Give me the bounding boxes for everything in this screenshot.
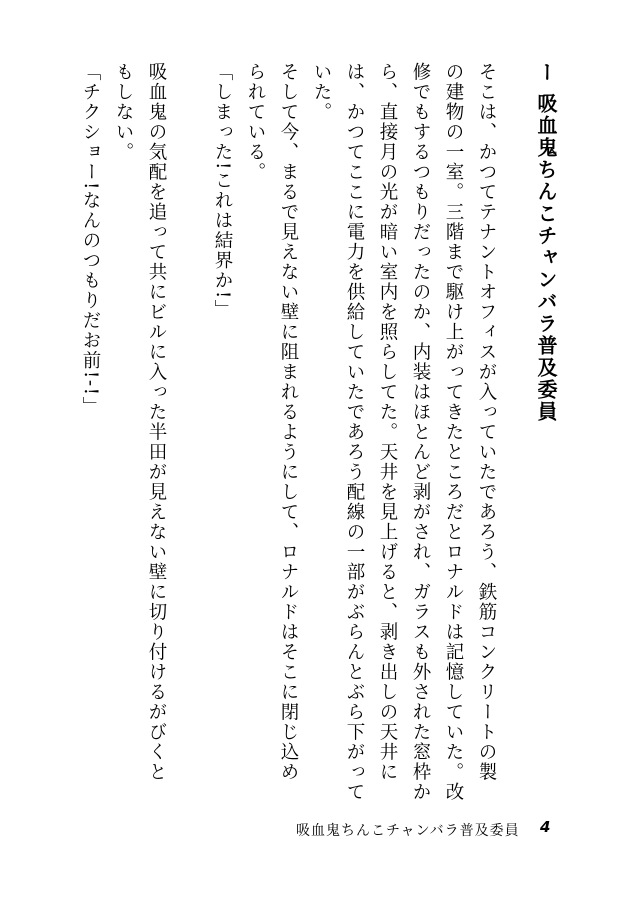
text-column-6: いた。 — [311, 62, 332, 122]
page-number: 4 — [540, 818, 551, 836]
text-column-11: もしない。 — [113, 62, 134, 162]
text-column-3: 修でもするつもりだったのか、内装はほとんど剥がされ、ガラスも外された窓枠か — [410, 62, 431, 802]
text-column-5: は、かつてここに電力を供給していたであろう配線の一部がぶらんとぶら下がって — [344, 62, 365, 802]
chapter-heading: ー 吸血鬼ちんこチャンバラ普及委員 — [534, 62, 558, 423]
text-column-4: ら、直接月の光が暗い室内を照らしてた。天井を見上げると、剥き出しの天井に — [377, 62, 398, 782]
text-column-10: 吸血鬼の気配を追って共にビルに入った半田が見えない壁に切り付けるがびくと — [146, 62, 167, 782]
text-column-7: そして今、まるで見えない壁に阻まれるようにして、ロナルドはそこに閉じ込め — [278, 62, 299, 782]
text-column-12: 「チクショー!なんのつもりだお前!-!」 — [80, 62, 101, 417]
text-column-9: 「しまった!これは結界か!」 — [212, 62, 233, 320]
text-column-8: られている。 — [245, 62, 266, 182]
running-footer-title: 吸血鬼ちんこチャンバラ普及委員 — [296, 823, 520, 839]
text-column-1: そこは、かつてテナントオフィスが入っていたであろう、鉄筋コンクリートの製 — [476, 62, 497, 782]
vertical-text-block — [74, 62, 562, 802]
text-column-2: の建物の一室。三階まで駆け上がってきたところだとロナルドは記憶していた。改 — [443, 62, 464, 802]
